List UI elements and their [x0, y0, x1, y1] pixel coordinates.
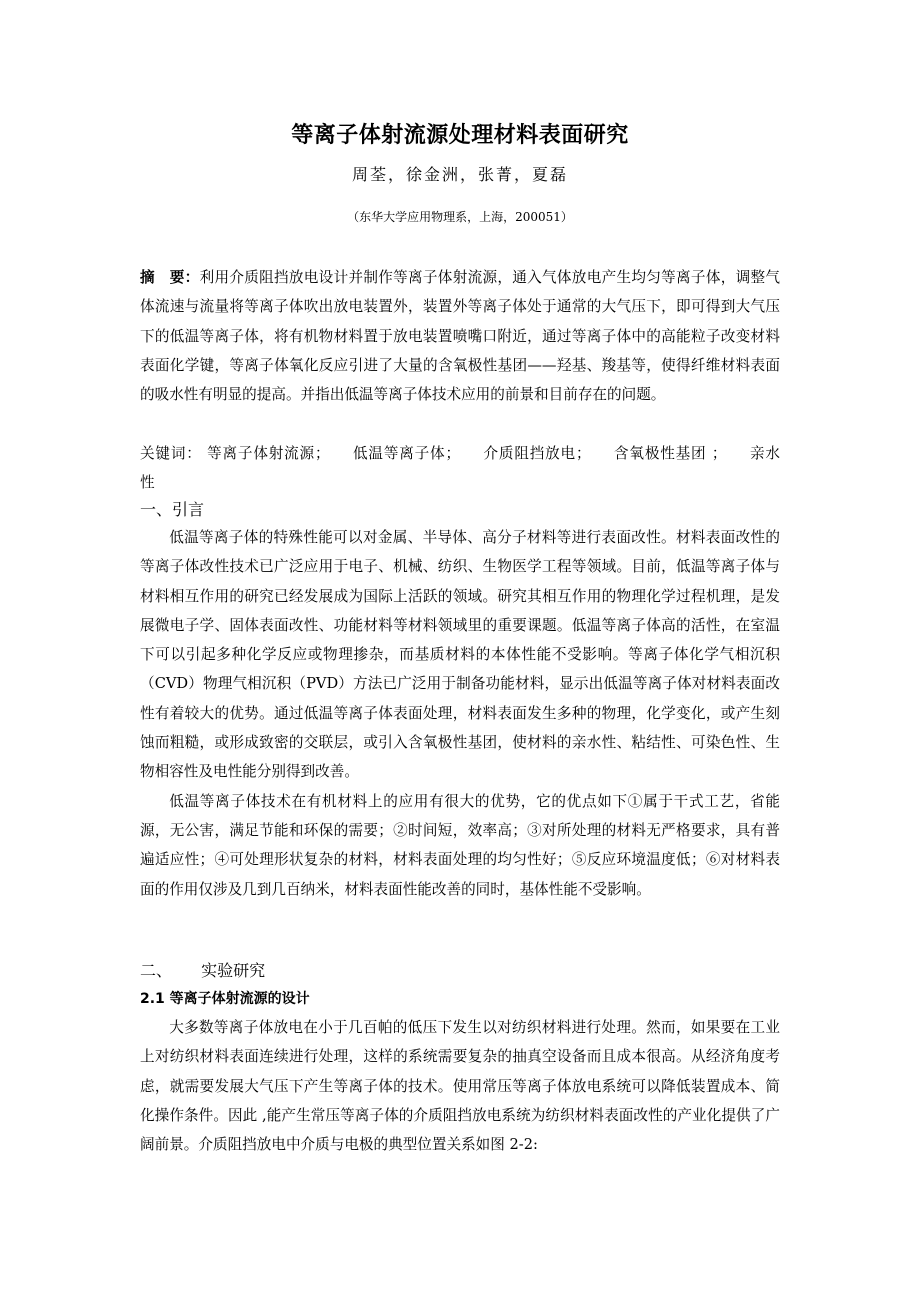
paper-title: 等离子体射流源处理材料表面研究	[291, 123, 629, 148]
subsection-body	[140, 1013, 780, 1159]
keywords-label: 关键词：	[140, 445, 202, 462]
section-number: 二、	[140, 961, 173, 980]
introduction-body	[140, 523, 780, 904]
subsection-heading: 2.1 等离子体射流源的设计	[140, 991, 310, 1007]
section-heading-experiment	[140, 958, 265, 981]
keywords-block	[140, 439, 780, 498]
author-list: 周荃，徐金洲，张菁，夏磊	[351, 165, 568, 184]
abstract-text: 利用介质阻挡放电设计并制作等离子体射流源，通入气体放电产生均匀等离子体，调整气体流速与流量将等离子体吹出放电装置外，装置外等离子体处于通常的大气压下，即可得到大气压下的低温等离子体，将有机物材料置于放电装置喷嘴口附近，通过等离子体中的高能粒子改变材料表面化学键，等离子体氧化反应引进了大量的含氧极性基团——羟基、羧基等，使得纤维材料表面的吸水性有明显的提高。并指出低温等离子体技术应用的前景和目前存在的问题。	[140, 269, 780, 404]
abstract-block	[140, 263, 780, 409]
paragraph: 低温等离子体的特殊性能可以对金属、半导体、高分子材料等进行表面改性。材料表面改性的等离子体改性技术已广泛应用于电子、机械、纺织、生物医学工程等领域。目前，低温等离子体与材料相互作用的研究已经发展成为国际上活跃的领域。研究其相互作用的物理化学过程机理，是发展微电子学、固体表面改性、功能材料等材料领域里的重要课题。低温等离子体高的活性，在室温下可以引起多种化学反应或物理掺杂，而基质材料的本体性能不受影响。等离子体化学气相沉积（CVD）物理气相沉积（PVD）方法已广泛用于制备功能材料，显示出低温等离子体对材料表面改性有着较大的优势。通过低温等离子体表面处理，材料表面发生多种的物理，化学变化，或产生刻蚀而粗糙，或形成致密的交联层，或引入含氧极性基团，使材料的亲水性、粘结性、可染色性、生物相容性及电性能分别得到改善。	[140, 529, 780, 781]
paragraph: 大多数等离子体放电在小于几百帕的低压下发生以对纺织材料进行处理。然而，如果要在工业上对纺织材料表面连续进行处理，这样的系统需要复杂的抽真空设备而且成本很高。从经济角度考虑，就需要发展大气压下产生等离子体的技术。使用常压等离子体放电系统可以降低装置成本、简化操作条件。因此 ,能产生常压等离子体的介质阻挡放电系统为纺织材料表面改性的产业化提供了广阔前景。介质阻挡放电中介质与电极的典型位置关系如图 2-2:	[140, 1019, 780, 1154]
keyword: 介质阻挡放电；	[483, 445, 591, 462]
paragraph: 低温等离子体技术在有机材料上的应用有很大的优势，它的优点如下①属于干式工艺，省能源，无公害，满足节能和环保的需要；②时间短，效率高；③对所处理的材料无严格要求，具有普遍适应性；④可处理形状复杂的材料，材料表面处理的均匀性好；⑤反应环境温度低；⑥对材料表面的作用仅涉及几到几百纳米，材料表面性能改善的同时，基体性能不受影响。	[140, 792, 780, 898]
keyword: 低温等离子体；	[353, 445, 461, 462]
keyword: 亲水性	[140, 445, 780, 492]
keyword: 等离子体射流源；	[207, 445, 330, 462]
keyword: 含氧极性基团 ；	[614, 445, 727, 462]
abstract-label: 摘 要：	[140, 269, 200, 286]
affiliation: （东华大学应用物理系，上海，200051）	[347, 210, 573, 224]
section-title: 实验研究	[201, 961, 266, 980]
section-heading-introduction: 一、引言	[140, 500, 205, 519]
